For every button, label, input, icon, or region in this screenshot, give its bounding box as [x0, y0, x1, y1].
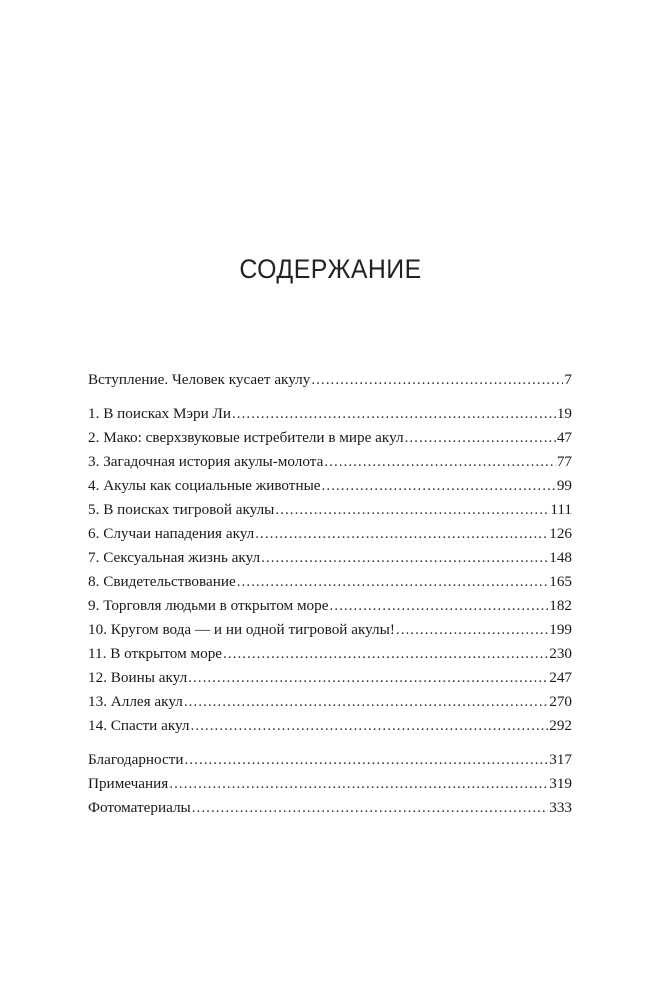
- toc-entry-title: 5. В поисках тигровой акулы: [88, 501, 275, 518]
- toc-entry-title: 7. Сексуальная жизнь акул: [88, 549, 261, 566]
- toc-entry-page-number: 47: [556, 429, 572, 446]
- toc-entry: [88, 690, 572, 714]
- dot-leader: [396, 618, 548, 642]
- toc-entry: [88, 402, 572, 426]
- dot-leader: [191, 714, 549, 738]
- dot-leader: [322, 474, 556, 498]
- contents-heading: СОДЕРЖАНИЕ: [239, 254, 422, 284]
- dot-leader: [330, 594, 549, 618]
- toc-entry: [88, 474, 572, 498]
- dot-leader: [192, 796, 548, 820]
- toc-entry-title: 1. В поисках Мэри Ли: [88, 405, 231, 422]
- toc-entry: [88, 618, 572, 642]
- toc-entry-title: 4. Акулы как социальные животные: [88, 477, 321, 494]
- toc-entry: [88, 498, 572, 522]
- toc-entry: [88, 772, 572, 796]
- toc-entry-title: Благодарности: [88, 751, 184, 768]
- toc-entry-page-number: 270: [549, 693, 572, 710]
- dot-leader: [324, 450, 555, 474]
- dot-leader: [232, 402, 556, 426]
- toc-entry-title: 11. В открытом море: [88, 645, 223, 662]
- toc-entry-page-number: 19: [556, 405, 572, 422]
- toc-entry-page-number: 99: [556, 477, 572, 494]
- toc-entry-title: 13. Аллея акул: [88, 693, 183, 710]
- toc-entry: [88, 714, 572, 738]
- toc-entry-title: 12. Воины акул: [88, 669, 188, 686]
- toc-entry-title: 6. Случаи нападения акул: [88, 525, 255, 542]
- dot-leader: [275, 498, 549, 522]
- toc-entry-title: 9. Торговля людьми в открытом море: [88, 597, 329, 614]
- toc-entry: [88, 594, 572, 618]
- toc-entry-title: Вступление. Человек кусает акулу: [88, 371, 311, 388]
- dot-leader: [223, 642, 548, 666]
- dot-leader: [169, 772, 548, 796]
- toc-entry-title: 10. Кругом вода — и ни одной тигровой акулы!: [88, 621, 395, 638]
- toc-entry-page-number: 148: [549, 549, 572, 566]
- toc-entry: [88, 642, 572, 666]
- toc-entry-page-number: 317: [549, 751, 572, 768]
- toc-entry-page-number: 111: [550, 501, 572, 518]
- toc-entry: [88, 666, 572, 690]
- table-of-contents: [88, 368, 572, 820]
- toc-entry-page-number: 247: [549, 669, 572, 686]
- dot-leader: [261, 546, 548, 570]
- toc-entry: [88, 570, 572, 594]
- toc-group: [88, 368, 572, 392]
- toc-entry-page-number: 292: [549, 717, 572, 734]
- toc-entry-page-number: 77: [556, 453, 572, 470]
- toc-entry-title: 2. Мако: сверхзвуковые истребители в мире акул: [88, 429, 404, 446]
- toc-entry-page-number: 165: [549, 573, 572, 590]
- toc-entry: [88, 426, 572, 450]
- dot-leader: [185, 748, 549, 772]
- dot-leader: [188, 666, 548, 690]
- toc-entry: [88, 450, 572, 474]
- toc-entry: [88, 522, 572, 546]
- toc-entry: [88, 368, 572, 392]
- dot-leader: [405, 426, 556, 450]
- toc-entry-page-number: 333: [549, 799, 572, 816]
- toc-group: [88, 748, 572, 820]
- toc-entry-title: Фотоматериалы: [88, 799, 191, 816]
- toc-entry-page-number: 199: [549, 621, 572, 638]
- toc-entry-title: Примечания: [88, 775, 169, 792]
- toc-entry-page-number: 7: [564, 371, 572, 388]
- dot-leader: [237, 570, 549, 594]
- toc-group: [88, 402, 572, 738]
- toc-entry-page-number: 230: [549, 645, 572, 662]
- toc-entry: [88, 796, 572, 820]
- toc-entry-title: 8. Свидетельствование: [88, 573, 236, 590]
- toc-entry-title: 14. Спасти акул: [88, 717, 190, 734]
- toc-entry-title: 3. Загадочная история акулы-молота: [88, 453, 324, 470]
- dot-leader: [184, 690, 548, 714]
- toc-entry: [88, 546, 572, 570]
- toc-entry: [88, 748, 572, 772]
- toc-entry-page-number: 319: [549, 775, 572, 792]
- dot-leader: [311, 368, 563, 392]
- dot-leader: [255, 522, 548, 546]
- toc-entry-page-number: 182: [549, 597, 572, 614]
- toc-entry-page-number: 126: [549, 525, 572, 542]
